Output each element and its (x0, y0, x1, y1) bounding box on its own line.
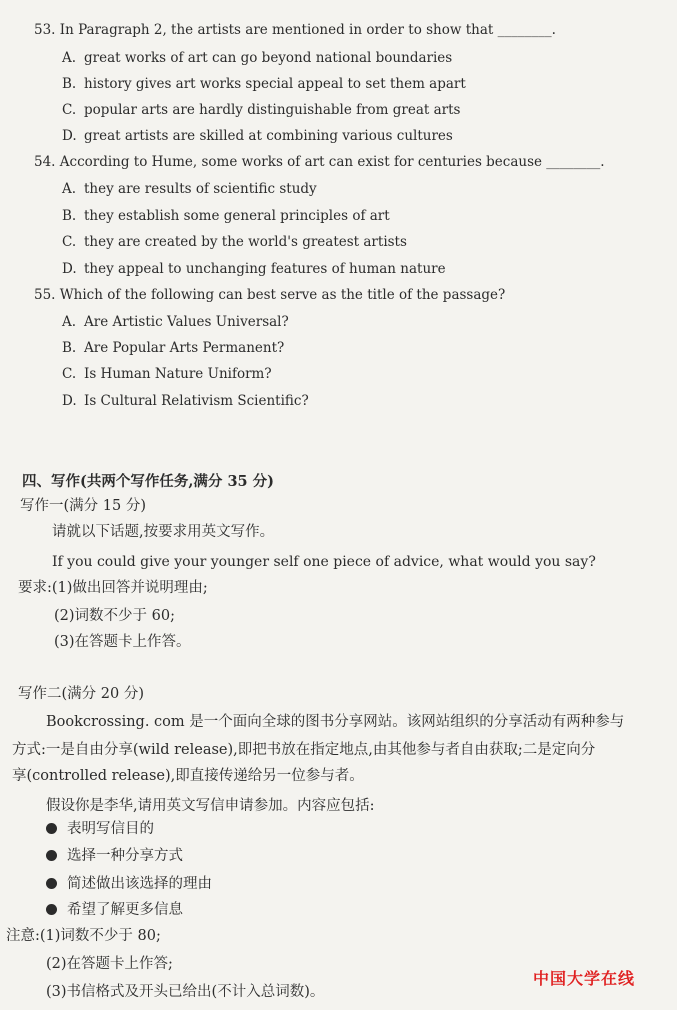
writing-task2-bullet: 希望了解更多信息 (46, 898, 183, 919)
writing-section-title: 四、写作(共两个写作任务,满分 35 分) (22, 473, 275, 490)
bullet-icon (46, 878, 57, 889)
bullet-icon (46, 823, 57, 834)
question-54-option-a[interactable]: A. they are results of scientific study (62, 181, 317, 197)
question-55-option-a[interactable]: A. Are Artistic Values Universal? (62, 314, 289, 330)
writing-task2-para-line2: 方式:一是自由分享(wild release),即把书放在指定地点,由其他参与者自由获取;二是定向分 (12, 742, 596, 758)
question-55-option-c[interactable]: C. Is Human Nature Uniform? (62, 366, 272, 382)
question-55-option-d[interactable]: D. Is Cultural Relativism Scientific? (62, 393, 309, 409)
writing-task2-note1: 注意:(1)词数不少于 80; (6, 928, 161, 944)
question-53-option-a[interactable]: A. great works of art can go beyond national boundaries (62, 50, 453, 66)
question-54-stem: 54. According to Hume, some works of art can exist for centuries because ________. (34, 154, 605, 170)
writing-task1-title: 写作一(满分 15 分) (20, 498, 146, 514)
writing-task2-bullet: 表明写信目的 (46, 817, 154, 838)
question-54-option-b[interactable]: B. they establish some general principles of art (62, 208, 390, 224)
question-55-option-b[interactable]: B. Are Popular Arts Permanent? (62, 340, 285, 356)
writing-task2-note2: (2)在答题卡上作答; (46, 956, 173, 972)
question-55-stem: 55. Which of the following can best serve as the title of the passage? (34, 287, 506, 303)
question-54-option-c[interactable]: C. they are created by the world's greatest artists (62, 234, 407, 250)
writing-task1-prompt: If you could give your younger self one piece of advice, what would you say? (52, 554, 596, 570)
question-53-option-c[interactable]: C. popular arts are hardly distinguishable from great arts (62, 102, 461, 118)
writing-task2-instruction: 假设你是李华,请用英文写信申请参加。内容应包括: (46, 798, 375, 814)
question-53-stem: 53. In Paragraph 2, the artists are mentioned in order to show that ________. (34, 22, 556, 38)
writing-task2-note3: (3)书信格式及开头已给出(不计入总词数)。 (46, 984, 325, 1000)
site-watermark: 中国大学在线 (533, 969, 636, 988)
writing-task2-title: 写作二(满分 20 分) (18, 686, 144, 702)
writing-task1-instruction: 请就以下话题,按要求用英文写作。 (52, 524, 275, 540)
writing-task2-para-line1: Bookcrossing. com 是一个面向全球的图书分享网站。该网站组织的分享活动有两种参与 (46, 714, 625, 730)
bullet-icon (46, 850, 57, 861)
writing-task2-para-line3: 享(controlled release),即直接传递给另一位参与者。 (12, 768, 364, 784)
writing-task2-bullet: 选择一种分享方式 (46, 844, 183, 865)
writing-task1-req2: (2)词数不少于 60; (54, 608, 175, 624)
bullet-icon (46, 904, 57, 915)
writing-task2-bullet: 简述做出该选择的理由 (46, 872, 212, 893)
writing-task1-req1: 要求:(1)做出回答并说明理由; (18, 580, 208, 596)
question-53-option-d[interactable]: D. great artists are skilled at combining various cultures (62, 128, 453, 144)
question-53-option-b[interactable]: B. history gives art works special appeal to set them apart (62, 76, 466, 92)
question-54-option-d[interactable]: D. they appeal to unchanging features of human nature (62, 261, 446, 277)
writing-task1-req3: (3)在答题卡上作答。 (54, 634, 191, 650)
